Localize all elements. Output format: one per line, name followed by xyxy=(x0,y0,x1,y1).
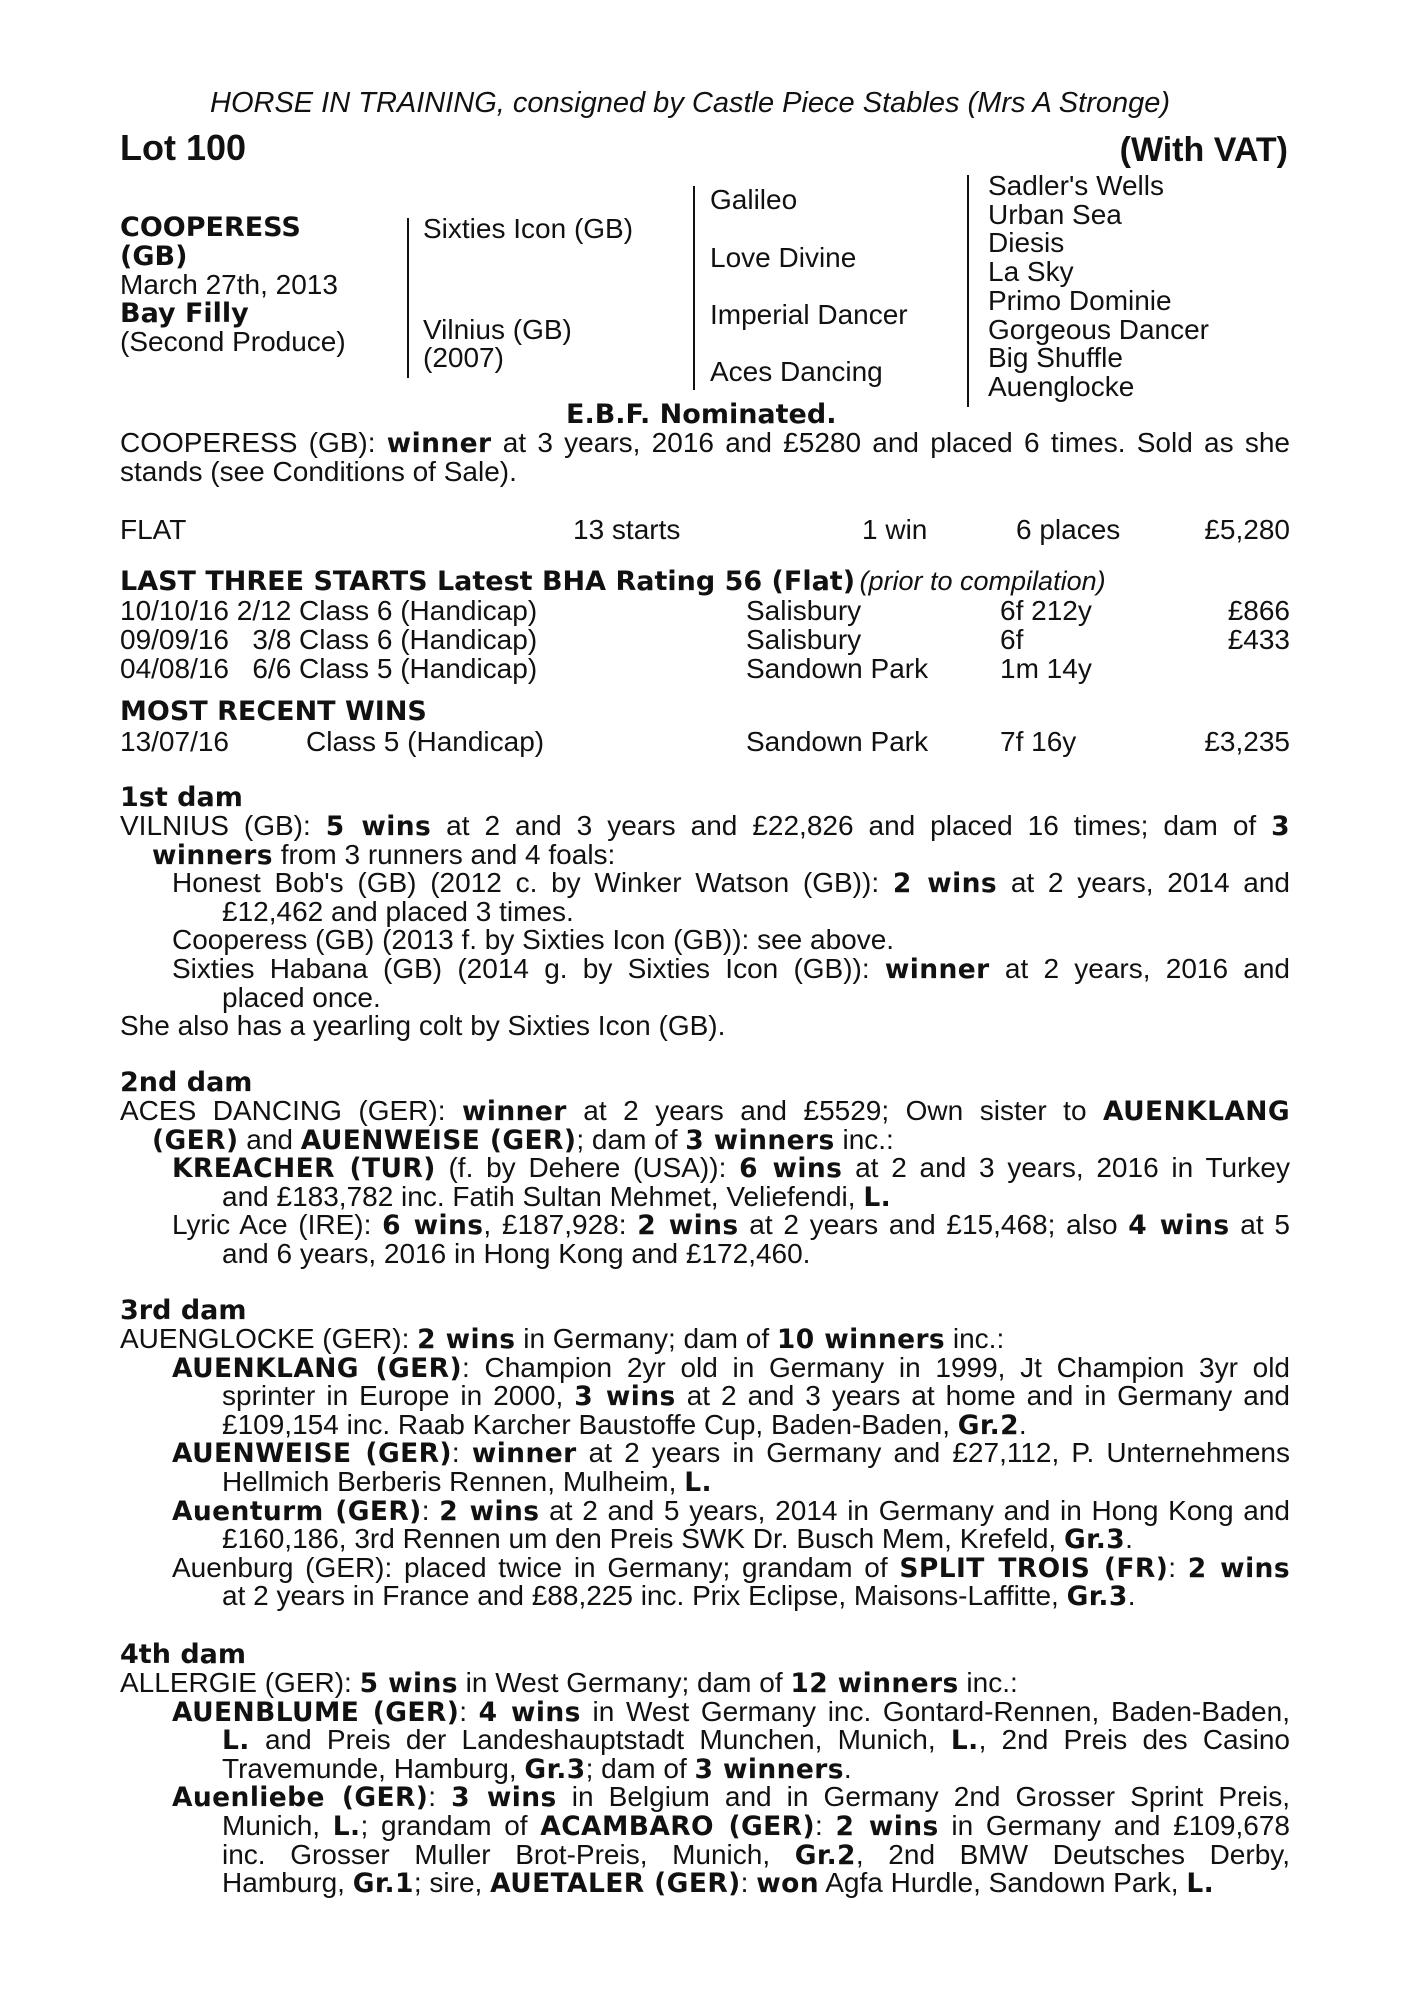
text-segment: . xyxy=(1018,1408,1027,1440)
horse-country: (GB) xyxy=(120,241,188,272)
text-segment: at 2 years in Germany and £27,112, P. Unternehmens xyxy=(576,1437,1290,1469)
text-line xyxy=(120,429,1290,458)
table-row xyxy=(120,654,537,683)
text-segment: at 5 xyxy=(1229,1209,1290,1241)
text-line xyxy=(120,812,1290,841)
text-segment: COOPERESS (GB): xyxy=(120,427,387,458)
bold-text: 2 wins xyxy=(892,868,998,900)
distance: 6f xyxy=(1000,624,1024,655)
dam-year: (2007) xyxy=(423,342,504,373)
text-line xyxy=(120,838,1290,871)
text-line xyxy=(120,1669,1290,1698)
text-segment: at 2 and 3 years, 2016 in Turkey xyxy=(842,1152,1290,1184)
text-segment: sprinter in Europe in 2000, xyxy=(222,1380,575,1412)
text-segment: Hamburg, xyxy=(222,1867,353,1899)
bold-text: 4 wins xyxy=(478,1696,581,1728)
bold-text: AUENKLANG (GER) xyxy=(172,1352,462,1384)
text-line xyxy=(120,1582,1290,1611)
bold-text: AUENWEISE (GER) xyxy=(172,1438,452,1470)
second-dam-paragraph xyxy=(120,1097,1290,1269)
text-line xyxy=(120,1869,1290,1898)
text-segment: . xyxy=(843,1752,852,1784)
bold-text: won xyxy=(756,1868,819,1900)
text-line xyxy=(120,869,1290,898)
text-line xyxy=(120,1695,1290,1728)
text-segment: , 2nd BMW Deutsches Derby, xyxy=(855,1838,1290,1870)
horse-sex: Bay Filly xyxy=(120,298,249,329)
date: 13/07/16 xyxy=(120,726,229,757)
bold-text: (GER) xyxy=(152,1124,239,1156)
bold-text: L. xyxy=(332,1810,361,1842)
distance: 6f 212y xyxy=(1000,595,1092,626)
bold-text: 12 winners xyxy=(790,1668,959,1699)
bold-text: L. xyxy=(222,1725,250,1757)
text-segment: (f. by Dehere (USA)): xyxy=(435,1152,740,1184)
grandsire-paternal: Galileo xyxy=(710,184,798,215)
text-line xyxy=(120,1097,1290,1126)
course: Sandown Park xyxy=(746,726,929,757)
great-grandparent: Auenglocke xyxy=(988,370,1135,402)
ebf-nomination: E.B.F. Nominated. xyxy=(566,399,837,430)
text-segment: : xyxy=(451,1437,472,1469)
great-grandparents xyxy=(988,172,1209,402)
text-segment: in West Germany inc. Gontard-Rennen, Baden-Baden, xyxy=(580,1695,1290,1727)
text-segment: and xyxy=(238,1123,301,1155)
course: Salisbury xyxy=(746,595,862,626)
text-segment: ALLERGIE (GER): xyxy=(120,1667,360,1698)
text-segment: from 3 runners and 4 foals: xyxy=(272,838,616,870)
summary-paragraph xyxy=(120,429,1290,486)
text-segment: , 2nd Preis des Casino xyxy=(978,1724,1290,1756)
prize: £433 xyxy=(1227,624,1290,655)
text-line xyxy=(120,1211,1290,1240)
text-line xyxy=(120,1439,1290,1468)
bold-text: Gr.3 xyxy=(524,1753,586,1785)
great-grandparent: Big Shuffle xyxy=(988,342,1123,374)
bold-text: 3 winners xyxy=(685,1124,835,1156)
text-segment: 09/09/16 xyxy=(120,624,229,655)
text-segment: inc.: xyxy=(945,1323,1005,1354)
third-dam-heading: 3rd dam xyxy=(120,1295,247,1326)
prize: £866 xyxy=(1227,595,1290,626)
text-line: Cooperess (GB) (2013 f. by Sixties Icon (GB)): see above. xyxy=(172,924,895,956)
text-segment: ACES DANCING (GER): xyxy=(120,1095,463,1126)
text-segment: in Germany and £109,678 xyxy=(938,1809,1290,1841)
fourth-dam-heading: 4th dam xyxy=(120,1639,246,1670)
bold-text: L. xyxy=(684,1466,712,1498)
bold-text: Gr.3 xyxy=(1066,1581,1128,1613)
bold-text: AUENKLANG xyxy=(1103,1096,1290,1127)
bold-text: Gr.2 xyxy=(957,1409,1019,1441)
text-segment: at 2 years and £15,468; also xyxy=(738,1209,1129,1241)
bold-text: winner xyxy=(884,953,990,985)
bold-text: AUETALER (GER) xyxy=(490,1868,741,1900)
bold-text: 2 wins xyxy=(417,1324,516,1355)
bold-text: SPLIT TROIS (FR) xyxy=(899,1552,1169,1584)
record-type: FLAT xyxy=(120,514,187,545)
great-grandparent: Diesis xyxy=(988,227,1065,259)
text-segment: Travemunde, Hamburg, xyxy=(222,1752,525,1784)
produce-note: (Second Produce) xyxy=(120,326,346,357)
text-line xyxy=(120,1351,1290,1384)
text-segment: : Champion 2yr old in Germany in 1999, Jt Champion 3yr old xyxy=(462,1351,1290,1383)
text-segment: : xyxy=(815,1809,836,1841)
text-segment: Honest Bob's (GB) (2012 c. by Winker Watson (GB)): xyxy=(172,867,893,899)
bold-text: Auenturm (GER) xyxy=(172,1495,422,1527)
text-line: placed once. xyxy=(222,981,381,1013)
text-segment: 10/10/16 xyxy=(120,595,229,626)
text-segment: LAST THREE STARTS Latest BHA Rating 56 (Flat) xyxy=(120,566,856,597)
text-line xyxy=(120,1154,1290,1183)
prize: £3,235 xyxy=(1204,726,1290,757)
text-segment: at 3 years, 2016 and £5280 and placed 6 times. Sold as she xyxy=(491,427,1290,458)
bold-text: AUENWEISE (GER) xyxy=(300,1124,577,1156)
text-line xyxy=(120,1809,1290,1842)
record-starts: 13 starts xyxy=(573,514,681,545)
text-line xyxy=(120,952,1291,985)
text-line: stands (see Conditions of Sale). xyxy=(120,455,517,487)
bold-text: 3 wins xyxy=(451,1782,557,1814)
text-segment: Munich, xyxy=(222,1809,333,1841)
bold-text: 3 xyxy=(1271,811,1290,842)
text-segment: VILNIUS (GB): xyxy=(120,810,326,841)
bold-text: 4 wins xyxy=(1128,1210,1230,1242)
text-segment: £109,154 inc. Raab Karcher Baustoffe Cup, Baden-Baden, xyxy=(222,1408,958,1440)
recent-wins-heading: MOST RECENT WINS xyxy=(120,696,427,727)
text-segment: (prior to compilation) xyxy=(859,566,1106,596)
bold-text: 2 wins xyxy=(835,1810,939,1842)
vat-label: (With VAT) xyxy=(1119,131,1288,169)
bold-text: 5 wins xyxy=(359,1668,458,1699)
consignment-line: HORSE IN TRAINING, consigned by Castle Piece Stables (Mrs A Stronge) xyxy=(210,87,1171,119)
record-places: 6 places xyxy=(1016,514,1121,545)
text-segment: : xyxy=(421,1494,440,1526)
first-dam-heading: 1st dam xyxy=(120,782,243,813)
text-segment: Auenburg (GER): placed twice in Germany; grandam of xyxy=(172,1551,900,1583)
horse-name: COOPERESS xyxy=(120,212,301,243)
third-dam-paragraph xyxy=(120,1325,1290,1611)
bold-text: 10 winners xyxy=(776,1324,946,1355)
lot-number: Lot 100 xyxy=(120,127,247,168)
text-line xyxy=(120,1465,1290,1498)
text-segment: : xyxy=(459,1695,479,1727)
bold-text: 3 winners xyxy=(694,1753,844,1785)
bold-text: Gr.1 xyxy=(352,1868,414,1900)
table-row xyxy=(120,625,537,654)
text-line xyxy=(120,1123,1290,1156)
bold-text: Gr.3 xyxy=(1063,1524,1126,1556)
bold-text: ACAMBARO (GER) xyxy=(540,1810,815,1842)
text-segment: : xyxy=(1168,1551,1188,1583)
text-segment: Sixties Habana (GB) (2014 g. by Sixties Icon (GB)): xyxy=(172,952,885,984)
bold-text: L. xyxy=(863,1181,892,1213)
granddam-paternal: Love Divine xyxy=(710,242,857,273)
bold-text: 6 wins xyxy=(382,1210,484,1242)
bold-text: 6 wins xyxy=(739,1153,843,1185)
text-segment: inc.: xyxy=(958,1667,1018,1698)
text-line xyxy=(120,1726,1290,1755)
text-line: £12,462 and placed 3 times. xyxy=(222,895,574,927)
great-grandparent: Primo Dominie xyxy=(988,284,1172,316)
bold-text: 3 wins xyxy=(574,1381,676,1413)
text-segment: 3/8 Class 6 (Handicap) xyxy=(252,624,538,655)
text-segment: Agfa Hurdle, Sandown Park, xyxy=(818,1867,1187,1899)
bold-text: winner xyxy=(471,1438,577,1470)
text-segment: at 2 and 5 years, 2014 in Germany and in Hong Kong and xyxy=(539,1494,1290,1526)
text-line xyxy=(120,1382,1290,1411)
foaling-date: March 27th, 2013 xyxy=(120,269,338,300)
text-segment: 2/12 Class 6 (Handicap) xyxy=(236,595,538,626)
first-dam-paragraph xyxy=(120,812,1290,1041)
text-segment: and Preis der Landeshauptstadt Munchen, Munich, xyxy=(249,1724,951,1756)
text-segment: at 2 years, 2016 and xyxy=(989,952,1291,984)
text-line: and 6 years, 2016 in Hong Kong and £172,460. xyxy=(222,1237,811,1269)
sire-name: Sixties Icon (GB) xyxy=(423,213,634,244)
text-segment: at 2 years in France and £88,225 inc. Prix Eclipse, Maisons-Laffitte, xyxy=(222,1580,1067,1612)
great-grandparent: La Sky xyxy=(988,256,1074,288)
text-segment: : xyxy=(740,1867,757,1899)
table-row xyxy=(120,596,537,625)
granddam-maternal: Aces Dancing xyxy=(710,356,883,387)
course: Sandown Park xyxy=(746,653,929,684)
course: Salisbury xyxy=(746,624,862,655)
record-wins: 1 win xyxy=(862,514,928,545)
distance: 1m 14y xyxy=(1000,653,1092,684)
text-segment: . xyxy=(1125,1523,1133,1555)
pedigree-divider-3 xyxy=(967,175,969,407)
text-segment: in Germany; dam of xyxy=(515,1323,777,1354)
great-grandparent: Gorgeous Dancer xyxy=(988,313,1210,345)
text-line xyxy=(120,1494,1290,1527)
bold-text: winners xyxy=(152,839,273,871)
text-segment: : xyxy=(428,1781,452,1813)
text-segment: 04/08/16 xyxy=(120,653,229,684)
race: Class 5 (Handicap) xyxy=(306,726,545,757)
text-segment: inc.: xyxy=(834,1123,894,1155)
text-segment: Lyric Ace (IRE): xyxy=(172,1209,383,1241)
bold-text: 2 wins xyxy=(439,1495,540,1527)
text-segment: . xyxy=(1127,1580,1136,1612)
text-segment: at 2 years and £5529; Own sister to xyxy=(566,1095,1104,1126)
second-dam-heading: 2nd dam xyxy=(120,1067,253,1098)
bold-text: AUENBLUME (GER) xyxy=(172,1696,460,1728)
text-segment: in West Germany; dam of xyxy=(457,1667,791,1698)
fourth-dam-paragraph xyxy=(120,1669,1290,1898)
text-line xyxy=(120,1783,1290,1812)
bold-text: L. xyxy=(950,1725,979,1757)
text-segment: ; dam of xyxy=(576,1123,686,1155)
bold-text: 2 wins xyxy=(637,1210,739,1242)
great-grandparent: Urban Sea xyxy=(988,198,1122,230)
bold-text: winner xyxy=(386,428,492,459)
bold-text: 2 wins xyxy=(1187,1552,1290,1584)
text-segment: ; dam of xyxy=(585,1752,695,1784)
text-segment: £160,186, 3rd Rennen um den Preis SWK Dr. Busch Mem, Krefeld, xyxy=(222,1523,1064,1555)
text-line xyxy=(120,1551,1290,1584)
text-segment: AUENGLOCKE (GER): xyxy=(120,1323,418,1354)
text-segment: inc. Grosser Muller Brot-Preis, Munich, xyxy=(222,1838,795,1870)
text-line xyxy=(120,1180,1290,1213)
text-segment: ; grandam of xyxy=(360,1809,541,1841)
bold-text: winner xyxy=(462,1096,567,1127)
great-grandparent: Sadler's Wells xyxy=(988,170,1164,201)
text-segment: and £183,782 inc. Fatih Sultan Mehmet, Veliefendi, xyxy=(222,1180,864,1212)
text-segment: ; sire, xyxy=(413,1867,491,1899)
grandsire-maternal: Imperial Dancer xyxy=(710,299,908,330)
pedigree-divider-1 xyxy=(407,218,409,378)
bold-text: Auenliebe (GER) xyxy=(172,1782,429,1814)
pedigree-divider-2 xyxy=(693,186,695,390)
text-segment: at 2 and 3 years at home and in Germany and xyxy=(675,1380,1290,1412)
text-line xyxy=(120,1408,1290,1441)
text-line: She also has a yearling colt by Sixties Icon (GB). xyxy=(120,1010,726,1042)
text-segment: 6/6 Class 5 (Handicap) xyxy=(252,653,538,684)
bold-text: KREACHER (TUR) xyxy=(172,1153,436,1185)
text-segment: at 2 and 3 years and £22,826 and placed 16 times; dam of xyxy=(431,810,1272,841)
text-segment: Hellmich Berberis Rennen, Mulheim, xyxy=(222,1465,685,1497)
bold-text: 5 wins xyxy=(325,811,432,842)
text-segment: at 2 years, 2014 and xyxy=(997,867,1290,899)
text-segment: in Belgium and in Germany 2nd Grosser Sprint Preis, xyxy=(556,1781,1290,1813)
text-line xyxy=(120,1752,1290,1785)
text-line xyxy=(120,1838,1290,1871)
bold-text: L. xyxy=(1186,1868,1215,1900)
text-line xyxy=(120,1525,1290,1554)
text-segment: , £187,928: xyxy=(483,1209,638,1241)
record-earnings: £5,280 xyxy=(1204,514,1290,545)
bold-text: Gr.2 xyxy=(794,1839,856,1871)
dam-name: Vilnius (GB) xyxy=(423,314,572,345)
text-line xyxy=(120,1325,1290,1354)
distance: 7f 16y xyxy=(1000,726,1077,757)
